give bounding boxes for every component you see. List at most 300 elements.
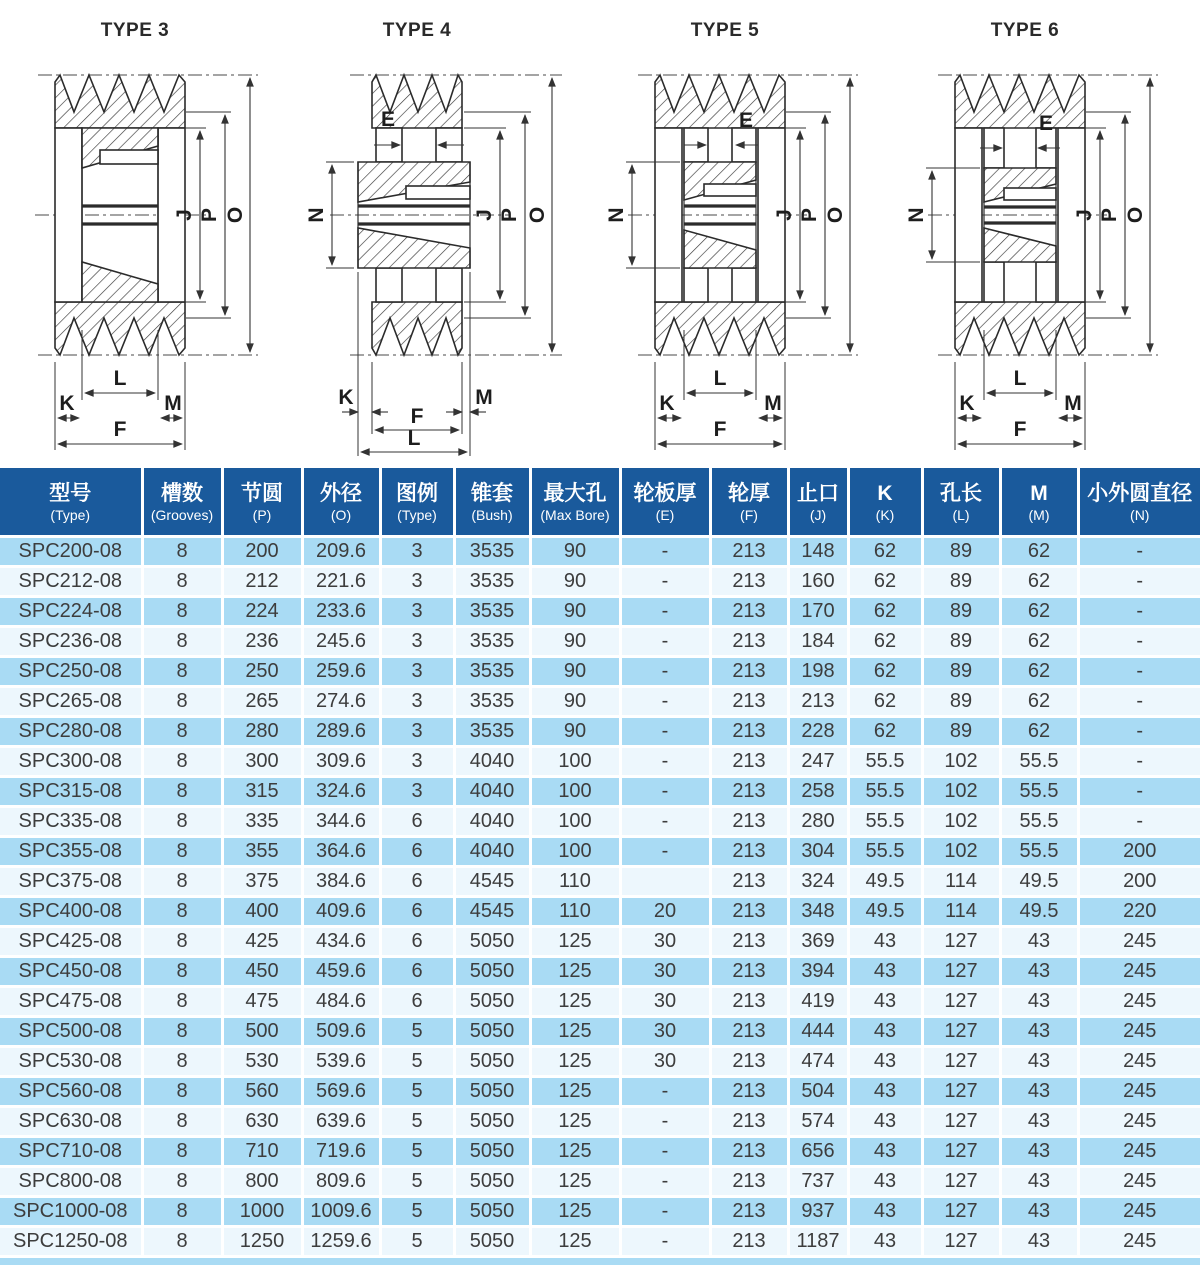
column-header (788, 468, 848, 537)
table-cell: 400 (222, 897, 302, 927)
table-cell: 62 (848, 687, 922, 717)
table-cell: 30 (620, 1017, 710, 1047)
table-cell: 5050 (454, 957, 530, 987)
table-cell: 62 (848, 567, 922, 597)
table-cell: 213 (710, 1137, 788, 1167)
table-cell: 5 (380, 1017, 454, 1047)
table-cell: 335 (222, 807, 302, 837)
table-row (0, 1197, 1200, 1227)
table-cell: 245 (1078, 1017, 1200, 1047)
table-cell: 324 (788, 867, 848, 897)
table-cell: - (620, 597, 710, 627)
table-cell: 200 (222, 537, 302, 567)
table-cell: 3 (380, 627, 454, 657)
spec-table (0, 468, 1200, 1258)
table-cell: 3 (380, 657, 454, 687)
table-cell: 3535 (454, 657, 530, 687)
table-cell: 213 (710, 747, 788, 777)
dim-label-o: O (824, 206, 847, 224)
table-cell: SPC236-08 (0, 627, 142, 657)
column-header (380, 468, 454, 537)
dim-label-p: P (798, 207, 821, 223)
column-header-en: (F) (740, 506, 758, 523)
table-cell: 6 (380, 897, 454, 927)
table-cell: SPC425-08 (0, 927, 142, 957)
column-header (848, 468, 922, 537)
column-header-en: (Max Bore) (540, 506, 610, 523)
table-cell: 8 (142, 717, 222, 747)
table-cell: SPC224-08 (0, 597, 142, 627)
dim-label-l: L (113, 367, 127, 390)
table-cell: 127 (922, 1197, 1000, 1227)
table-cell: 62 (1000, 657, 1078, 687)
dim-label-f: F (1013, 418, 1027, 441)
table-cell: 280 (788, 807, 848, 837)
column-header-en: (Type) (397, 506, 437, 523)
table-cell: 100 (530, 807, 620, 837)
table-cell: 245 (1078, 1047, 1200, 1077)
dim-label-k: K (959, 392, 975, 415)
table-cell: 560 (222, 1077, 302, 1107)
table-cell: 62 (1000, 537, 1078, 567)
table-cell: SPC212-08 (0, 567, 142, 597)
table-cell: 102 (922, 777, 1000, 807)
table-cell: 43 (848, 1017, 922, 1047)
table-cell: 114 (922, 897, 1000, 927)
table-cell: 5050 (454, 987, 530, 1017)
dim-label-o: O (224, 206, 247, 224)
table-cell: 89 (922, 567, 1000, 597)
table-cell: 737 (788, 1167, 848, 1197)
table-cell: 62 (848, 657, 922, 687)
dim-label-j: J (473, 209, 496, 221)
table-cell: 8 (142, 807, 222, 837)
table-cell: 8 (142, 597, 222, 627)
dim-label-f: F (113, 418, 127, 441)
table-cell: - (620, 1227, 710, 1257)
table-cell: 43 (848, 1167, 922, 1197)
dim-label-j: J (773, 209, 796, 221)
table-cell: 530 (222, 1047, 302, 1077)
table-cell: 127 (922, 1047, 1000, 1077)
table-cell: SPC1000-08 (0, 1197, 142, 1227)
table-cell: 419 (788, 987, 848, 1017)
table-row (0, 867, 1200, 897)
table-cell: 504 (788, 1077, 848, 1107)
table-cell: 213 (710, 717, 788, 747)
column-header-en: (E) (655, 506, 675, 523)
table-row (0, 627, 1200, 657)
table-cell: SPC1250-08 (0, 1227, 142, 1257)
table-cell: 630 (222, 1107, 302, 1137)
table-cell: 43 (1000, 1197, 1078, 1227)
table-cell: 43 (1000, 1137, 1078, 1167)
table-cell: 315 (222, 777, 302, 807)
dim-label-p: P (198, 207, 221, 223)
column-header-en: (O) (330, 506, 352, 523)
table-cell: 43 (848, 1197, 922, 1227)
table-cell: 110 (530, 897, 620, 927)
table-cell: 43 (1000, 957, 1078, 987)
table-cell: 5050 (454, 1197, 530, 1227)
table-cell: 5 (380, 1167, 454, 1197)
table-cell: 5050 (454, 1227, 530, 1257)
table-row (0, 567, 1200, 597)
table-cell: 125 (530, 1167, 620, 1197)
table-row (0, 837, 1200, 867)
table-cell: 127 (922, 1017, 1000, 1047)
table-cell: 8 (142, 567, 222, 597)
table-cell: 213 (710, 867, 788, 897)
table-row (0, 1077, 1200, 1107)
table-cell: 213 (710, 1047, 788, 1077)
table-cell: 62 (848, 717, 922, 747)
table-cell: 394 (788, 957, 848, 987)
table-row (0, 1137, 1200, 1167)
table-cell: 245 (1078, 927, 1200, 957)
table-cell: - (1078, 567, 1200, 597)
table-row (0, 717, 1200, 747)
table-row (0, 1017, 1200, 1047)
column-header-en: (M) (1028, 506, 1050, 523)
table-cell: 8 (142, 897, 222, 927)
table-cell: SPC560-08 (0, 1077, 142, 1107)
table-cell: 8 (142, 627, 222, 657)
table-cell: - (620, 537, 710, 567)
table-cell: 245 (1078, 1167, 1200, 1197)
column-header-en: (L) (952, 506, 970, 523)
table-cell: SPC265-08 (0, 687, 142, 717)
table-cell: 245 (1078, 1227, 1200, 1257)
table-cell: 8 (142, 867, 222, 897)
table-cell: 62 (1000, 717, 1078, 747)
table-cell: 43 (848, 1107, 922, 1137)
table-cell: 1000 (222, 1197, 302, 1227)
dim-label-e: E (380, 108, 396, 131)
table-cell: 228 (788, 717, 848, 747)
table-cell: 8 (142, 1137, 222, 1167)
table-cell: SPC450-08 (0, 957, 142, 987)
table-cell: 55.5 (848, 807, 922, 837)
table-cell: 8 (142, 1167, 222, 1197)
table-cell: 8 (142, 747, 222, 777)
table-cell: 259.6 (302, 657, 380, 687)
table-cell: 3 (380, 777, 454, 807)
table-cell: 539.6 (302, 1047, 380, 1077)
dim-label-l: L (407, 427, 421, 450)
table-cell: 213 (710, 927, 788, 957)
table-cell: 125 (530, 1017, 620, 1047)
table-cell: 800 (222, 1167, 302, 1197)
column-header (302, 468, 380, 537)
column-header (710, 468, 788, 537)
table-cell: 125 (530, 1107, 620, 1137)
dim-label-e: E (1038, 112, 1054, 135)
table-cell: 213 (710, 957, 788, 987)
table-cell: 102 (922, 807, 1000, 837)
table-cell: 280 (222, 717, 302, 747)
table-cell: 364.6 (302, 837, 380, 867)
table-cell: 125 (530, 1197, 620, 1227)
table-cell: 1009.6 (302, 1197, 380, 1227)
table-cell: 484.6 (302, 987, 380, 1017)
column-header-en: (J) (809, 506, 827, 523)
pulley-cross-section (600, 0, 900, 468)
diagram-title: TYPE 5 (690, 20, 760, 41)
bottom-strip (0, 1258, 1200, 1265)
table-cell: 213 (710, 1227, 788, 1257)
column-header-cn: 槽数 (161, 481, 203, 505)
table-cell: 125 (530, 1137, 620, 1167)
table-cell: 114 (922, 867, 1000, 897)
table-cell: 5050 (454, 1017, 530, 1047)
table-cell: 100 (530, 747, 620, 777)
table-cell: 127 (922, 1227, 1000, 1257)
table-row (0, 927, 1200, 957)
table-cell: 90 (530, 567, 620, 597)
column-header-en: (P) (252, 506, 272, 523)
table-cell: - (620, 777, 710, 807)
table-cell: 43 (1000, 1017, 1078, 1047)
table-row (0, 657, 1200, 687)
table-cell: 8 (142, 1047, 222, 1077)
table-row (0, 1227, 1200, 1257)
table-cell: 4040 (454, 777, 530, 807)
table-cell: 5 (380, 1137, 454, 1167)
table-cell: 43 (1000, 1077, 1078, 1107)
table-cell: 90 (530, 717, 620, 747)
table-cell: 8 (142, 837, 222, 867)
table-cell: 100 (530, 837, 620, 867)
table-cell: 5 (380, 1077, 454, 1107)
table-cell: SPC475-08 (0, 987, 142, 1017)
table-cell: 43 (848, 957, 922, 987)
table-cell: 3535 (454, 567, 530, 597)
table-cell: 258 (788, 777, 848, 807)
table-cell: 221.6 (302, 567, 380, 597)
column-header (222, 468, 302, 537)
table-cell: 89 (922, 627, 1000, 657)
table-cell: 8 (142, 957, 222, 987)
table-cell: 500 (222, 1017, 302, 1047)
table-cell: SPC200-08 (0, 537, 142, 567)
table-cell: 43 (1000, 1107, 1078, 1137)
table-cell: 6 (380, 957, 454, 987)
column-header-cn: 最大孔 (543, 481, 607, 505)
column-header-cn: K (877, 481, 893, 505)
table-cell: 509.6 (302, 1017, 380, 1047)
table-cell: 125 (530, 1227, 620, 1257)
dim-label-k: K (338, 386, 354, 409)
table-cell: 49.5 (1000, 867, 1078, 897)
dim-label-j: J (1073, 209, 1096, 221)
table-row (0, 1167, 1200, 1197)
table-cell: 213 (710, 897, 788, 927)
table-cell: - (1078, 657, 1200, 687)
table-cell: 304 (788, 837, 848, 867)
table-cell: - (620, 747, 710, 777)
table-cell: 43 (1000, 1047, 1078, 1077)
table-cell: 49.5 (848, 867, 922, 897)
table-cell: 245 (1078, 1077, 1200, 1107)
table-cell: 213 (788, 687, 848, 717)
dim-label-p: P (1098, 207, 1121, 223)
table-cell: 55.5 (1000, 807, 1078, 837)
table-cell: SPC400-08 (0, 897, 142, 927)
table-cell: 127 (922, 1077, 1000, 1107)
table-cell: 213 (710, 1167, 788, 1197)
table-cell: SPC300-08 (0, 747, 142, 777)
table-cell: 1187 (788, 1227, 848, 1257)
table-cell: 200 (1078, 837, 1200, 867)
table-cell: 369 (788, 927, 848, 957)
table-cell: 30 (620, 927, 710, 957)
table-cell: 20 (620, 897, 710, 927)
table-cell: SPC375-08 (0, 867, 142, 897)
table-cell: 55.5 (848, 777, 922, 807)
column-header-cn: M (1030, 481, 1048, 505)
table-cell: SPC315-08 (0, 777, 142, 807)
table-cell: 4040 (454, 807, 530, 837)
dim-label-m: M (1064, 392, 1082, 415)
table-cell: 8 (142, 657, 222, 687)
table-cell: 43 (848, 987, 922, 1017)
column-header-cn: 轮板厚 (633, 481, 697, 505)
column-header-en: (Bush) (471, 506, 513, 523)
table-cell: 213 (710, 1107, 788, 1137)
table-cell: 8 (142, 1017, 222, 1047)
table-cell: 8 (142, 537, 222, 567)
table-cell: 62 (848, 537, 922, 567)
table-cell: 265 (222, 687, 302, 717)
table-cell: 30 (620, 1047, 710, 1077)
table-cell: 384.6 (302, 867, 380, 897)
table-cell: 43 (848, 927, 922, 957)
table-cell: - (1078, 597, 1200, 627)
table-row (0, 1107, 1200, 1137)
table-cell: - (1078, 537, 1200, 567)
table-cell: - (1078, 777, 1200, 807)
table-cell: 809.6 (302, 1167, 380, 1197)
table-cell: 569.6 (302, 1077, 380, 1107)
table-row (0, 987, 1200, 1017)
table-cell: 409.6 (302, 897, 380, 927)
table-cell: SPC710-08 (0, 1137, 142, 1167)
table-cell: 127 (922, 957, 1000, 987)
dim-label-j: J (173, 209, 196, 221)
table-cell: 4040 (454, 837, 530, 867)
dim-label-p: P (498, 207, 521, 223)
table-cell: 5050 (454, 1167, 530, 1197)
table-cell: SPC335-08 (0, 807, 142, 837)
table-cell: - (620, 567, 710, 597)
table-cell: 212 (222, 567, 302, 597)
dim-label-o: O (1124, 206, 1147, 224)
table-cell: 719.6 (302, 1137, 380, 1167)
table-cell: 213 (710, 597, 788, 627)
table-cell: 89 (922, 597, 1000, 627)
table-cell: - (1078, 807, 1200, 837)
table-cell: 55.5 (848, 747, 922, 777)
column-header-cn: 外径 (320, 481, 362, 505)
table-cell: 3 (380, 537, 454, 567)
table-cell: SPC530-08 (0, 1047, 142, 1077)
dim-label-k: K (659, 392, 675, 415)
table-cell: 474 (788, 1047, 848, 1077)
column-header (620, 468, 710, 537)
table-cell: 55.5 (1000, 747, 1078, 777)
table-cell: 125 (530, 1077, 620, 1107)
table-cell: 49.5 (848, 897, 922, 927)
dim-label-n: N (905, 207, 928, 223)
table-cell: 5 (380, 1227, 454, 1257)
table-cell: 309.6 (302, 747, 380, 777)
table-cell: 90 (530, 537, 620, 567)
table-cell: 5 (380, 1107, 454, 1137)
table-row (0, 747, 1200, 777)
diagram-title: TYPE 4 (382, 20, 452, 41)
table-cell: 289.6 (302, 717, 380, 747)
table-cell: 639.6 (302, 1107, 380, 1137)
table-cell: SPC250-08 (0, 657, 142, 687)
table-cell: 62 (1000, 627, 1078, 657)
table-cell: 213 (710, 807, 788, 837)
table-cell: 3 (380, 747, 454, 777)
table-cell: 245 (1078, 957, 1200, 987)
diagram-type-3 (0, 0, 300, 468)
table-cell: 233.6 (302, 597, 380, 627)
table-cell: 4545 (454, 867, 530, 897)
table-cell: 3535 (454, 597, 530, 627)
table-cell: 127 (922, 987, 1000, 1017)
table-cell: 30 (620, 957, 710, 987)
table-cell: 148 (788, 537, 848, 567)
table-cell: 89 (922, 657, 1000, 687)
table-cell: 5 (380, 1197, 454, 1227)
diagram-title: TYPE 6 (990, 20, 1060, 41)
table-row (0, 957, 1200, 987)
table-cell: 213 (710, 537, 788, 567)
diagram-type-6 (900, 0, 1200, 468)
spec-table-body (0, 537, 1200, 1257)
dim-label-m: M (475, 386, 493, 409)
table-cell: 213 (710, 687, 788, 717)
table-cell: 434.6 (302, 927, 380, 957)
spec-table-header (0, 468, 1200, 537)
table-cell: 43 (1000, 987, 1078, 1017)
column-header (1078, 468, 1200, 537)
table-cell: 1250 (222, 1227, 302, 1257)
column-header-cn: 轮厚 (728, 481, 770, 505)
table-cell: 43 (848, 1077, 922, 1107)
column-header (454, 468, 530, 537)
table-cell: 5050 (454, 927, 530, 957)
dim-label-m: M (164, 392, 182, 415)
table-cell: 198 (788, 657, 848, 687)
table-cell: 43 (848, 1047, 922, 1077)
dim-label-k: K (59, 392, 75, 415)
table-cell: 125 (530, 927, 620, 957)
table-cell: - (1078, 717, 1200, 747)
table-cell: 656 (788, 1137, 848, 1167)
pulley-cross-section (0, 0, 300, 468)
table-cell: 3535 (454, 627, 530, 657)
dim-label-l: L (1013, 367, 1027, 390)
table-cell: 355 (222, 837, 302, 867)
table-cell: 250 (222, 657, 302, 687)
table-cell: 710 (222, 1137, 302, 1167)
table-cell: 245.6 (302, 627, 380, 657)
